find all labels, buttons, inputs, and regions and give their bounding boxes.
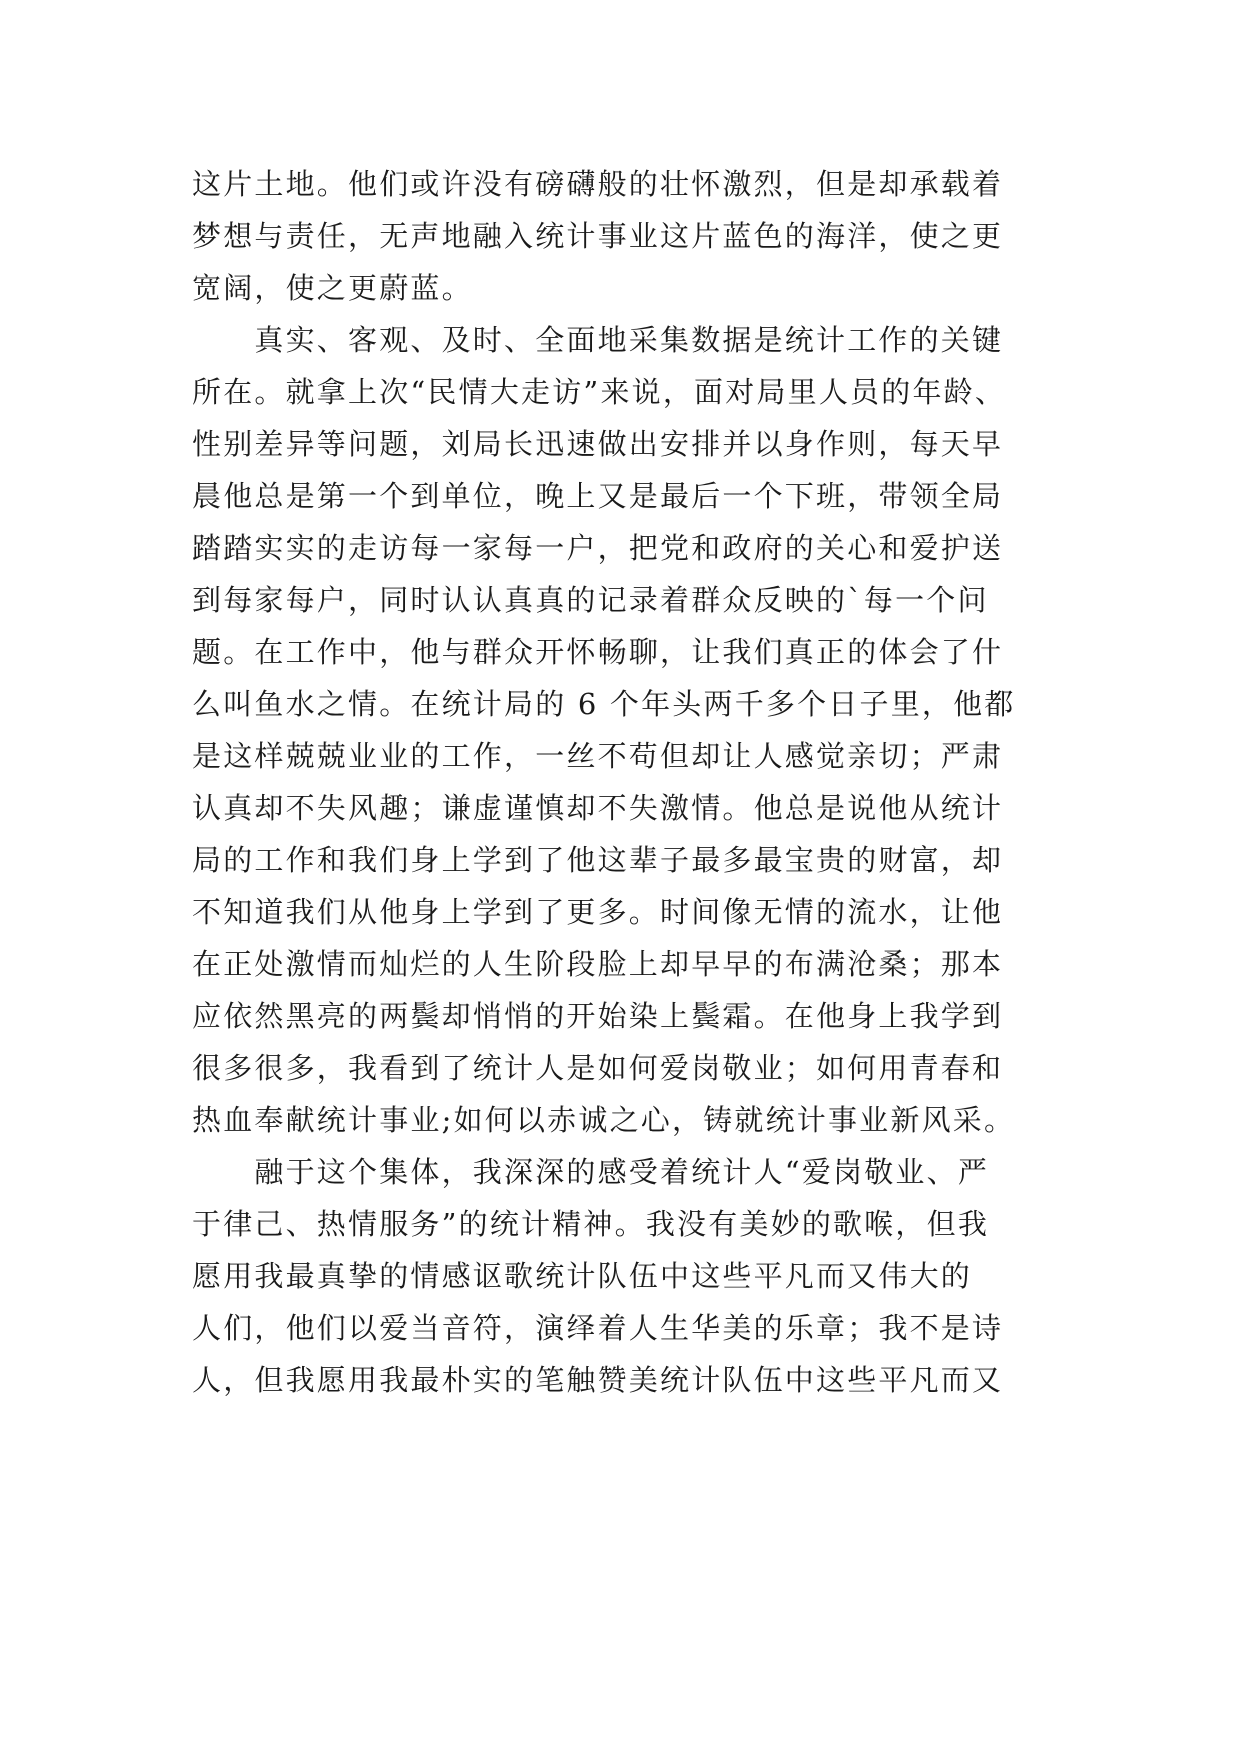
text-line: 人们，他们以爱当音符，演绎着人生华美的乐章；我不是诗 xyxy=(192,1311,1004,1345)
text-line: 是这样兢兢业业的工作，一丝不苟但却让人感觉亲切；严肃 xyxy=(192,739,1004,773)
text-line: 人，但我愿用我最朴实的笔触赞美统计队伍中这些平凡而又 xyxy=(192,1363,1004,1397)
text-line: 很多很多，我看到了统计人是如何爱岗敬业；如何用青春和 xyxy=(192,1051,1004,1085)
text-line: 性别差异等问题，刘局长迅速做出安排并以身作则，每天早 xyxy=(192,427,1004,461)
text-line: 到每家每户，同时认认真真的记录着群众反映的`每一个问 xyxy=(192,583,989,617)
text-line: 宽阔，使之更蔚蓝。 xyxy=(192,271,473,305)
text-line: 么叫鱼水之情。在统计局的 6 个年头两千多个日子里，他都 xyxy=(192,687,1016,721)
text-line: 所在。就拿上次“民情大走访”来说，面对局里人员的年龄、 xyxy=(192,375,1007,409)
text-line: 愿用我最真挚的情感讴歌统计队伍中这些平凡而又伟大的 xyxy=(192,1259,973,1293)
text-line: 融于这个集体，我深深的感受着统计人“爱岗敬业、严 xyxy=(192,1155,990,1189)
text-line: 应依然黑亮的两鬓却悄悄的开始染上鬓霜。在他身上我学到 xyxy=(192,999,1004,1033)
text-line: 于律己、热情服务”的统计精神。我没有美妙的歌喉，但我 xyxy=(192,1207,990,1241)
text-line: 不知道我们从他身上学到了更多。时间像无情的流水，让他 xyxy=(192,895,1004,929)
text-line: 真实、客观、及时、全面地采集数据是统计工作的关键 xyxy=(192,323,1004,357)
text-line: 题。在工作中，他与群众开怀畅聊，让我们真正的体会了什 xyxy=(192,635,1004,669)
body-text xyxy=(192,158,1052,1406)
text-line: 踏踏实实的走访每一家每一户，把党和政府的关心和爱护送 xyxy=(192,531,1004,565)
text-line: 在正处激情而灿烂的人生阶段脸上却早早的布满沧桑；那本 xyxy=(192,947,1004,981)
text-line: 梦想与责任，无声地融入统计事业这片蓝色的海洋，使之更 xyxy=(192,219,1004,253)
text-line: 认真却不失风趣；谦虚谨慎却不失激情。他总是说他从统计 xyxy=(192,791,1004,825)
text-line: 这片土地。他们或许没有磅礴般的壮怀激烈，但是却承载着 xyxy=(192,167,1004,201)
text-line: 热血奉献统计事业;如何以赤诚之心，铸就统计事业新风采。 xyxy=(192,1103,1016,1137)
text-line: 局的工作和我们身上学到了他这辈子最多最宝贵的财富，却 xyxy=(192,843,1004,877)
text-line: 晨他总是第一个到单位，晚上又是最后一个下班，带领全局 xyxy=(192,479,1004,513)
